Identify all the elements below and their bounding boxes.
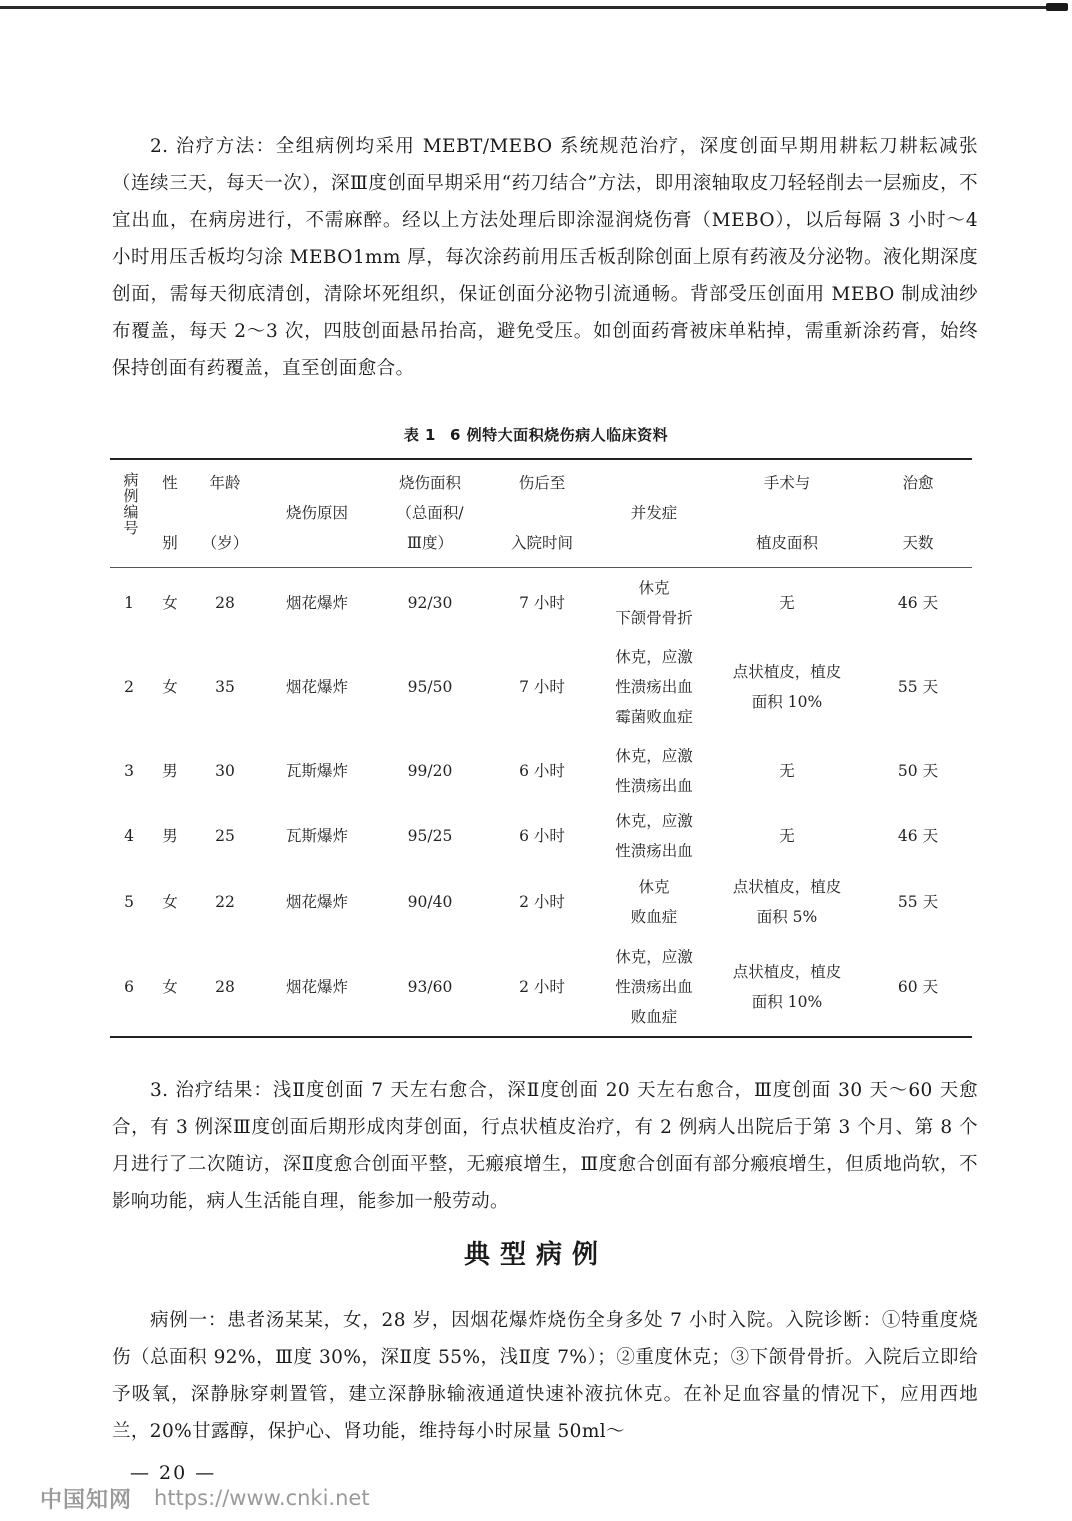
header-surgery-bottom: 植皮面积 [755,534,818,552]
header-days-top: 治愈 [902,474,934,492]
cell-burn-cause: 瓦斯爆炸 [285,827,348,845]
cell-admission-time: 2 小时 [519,893,565,911]
cell-burn-area: 93/60 [407,978,453,996]
cell-sex: 女 [162,893,178,911]
cell-burn-cause: 烟花爆炸 [285,978,348,996]
cell-healing-days: 55 天 [897,678,939,696]
cell-complications-line: 性溃疡出血 [615,777,693,795]
footer-watermark [40,1480,370,1516]
page-number: — 20 — [130,1462,217,1484]
header-sex-top: 性 [162,474,178,492]
cell-burn-area: 92/30 [407,594,453,612]
cell-burn-cause: 瓦斯爆炸 [285,762,348,780]
cell-sex: 男 [162,827,178,845]
cell-surgery-line: 点状植皮，植皮 [732,878,842,896]
cell-complications-line: 性溃疡出血 [615,678,693,696]
header-case-number [122,472,140,536]
cell-surgery-line: 无 [779,594,795,612]
cell-surgery-line: 无 [779,762,795,780]
cell-surgery-line: 面积 10% [751,693,823,711]
cell-burn-cause: 烟花爆炸 [285,893,348,911]
cell-case-number: 3 [124,762,134,780]
cell-complications-line: 休克 [638,579,670,597]
cell-complications-line: 休克，应激 [615,948,693,966]
cell-age: 25 [215,827,235,845]
cell-healing-days: 55 天 [897,893,939,911]
cell-complications-line: 性溃疡出血 [615,978,693,996]
cell-age: 28 [215,594,235,612]
cell-sex: 女 [162,978,178,996]
cell-burn-area: 95/50 [407,678,453,696]
header-area-2: （总面积/ [396,504,464,522]
cell-case-number: 4 [124,827,134,845]
table-top-rule [110,458,972,460]
cell-complications-line: 下颌骨骨折 [615,609,693,627]
cell-case-number: 1 [124,594,134,612]
header-case-number-char: 病 [123,471,139,489]
cell-sex: 女 [162,678,178,696]
cell-complications-line: 休克 [638,878,670,896]
header-age-top: 年龄 [209,474,241,492]
header-age-bottom: （岁） [201,534,249,552]
table-number: 表 1 [403,426,436,444]
header-area-3: Ⅲ度） [407,534,453,552]
cell-complications-line: 霉菌败血症 [615,708,693,726]
table-caption [0,424,1072,445]
cell-age: 30 [215,762,235,780]
cell-complications-line: 休克，应激 [615,648,693,666]
cell-surgery-line: 无 [779,827,795,845]
cell-burn-area: 99/20 [407,762,453,780]
cell-surgery-line: 点状植皮，植皮 [732,963,842,981]
cell-surgery-line: 面积 5% [756,908,818,926]
header-complication: 并发症 [630,504,678,522]
cell-burn-cause: 烟花爆炸 [285,678,348,696]
table-title: 6 例特大面积烧伤病人临床资料 [450,426,669,444]
cell-sex: 男 [162,762,178,780]
cell-age: 22 [215,893,235,911]
section-title: 典型病例 [463,1240,608,1270]
cell-admission-time: 6 小时 [519,827,565,845]
cell-age: 35 [215,678,235,696]
cell-healing-days: 46 天 [897,594,939,612]
header-sex-bottom: 别 [162,534,178,552]
page-top-rule [0,6,1064,9]
cell-surgery-line: 点状植皮，植皮 [732,663,842,681]
cell-complications-line: 性溃疡出血 [615,842,693,860]
cell-sex: 女 [162,594,178,612]
cell-complications-line: 败血症 [630,1008,678,1026]
cell-admission-time: 2 小时 [519,978,565,996]
cell-admission-time: 7 小时 [519,594,565,612]
cell-case-number: 5 [124,893,134,911]
header-cause: 烧伤原因 [285,504,348,522]
header-surgery-top: 手术与 [763,474,811,492]
paragraph-case-one: 病例一：患者汤某某，女，28 岁，因烟花爆炸烧伤全身多处 7 小时入院。入院诊断：①特重度烧伤（总面积 92%，Ⅲ度 30%，深Ⅱ度 55%，浅Ⅱ度 7%）；②重度休克；③下颌骨骨折。入院后立即给予吸氧，深静脉穿刺置管，建立深静脉输液通道快速补液抗休克。在补足血容量的情况下，应用西地兰，20%甘露醇，保护心、肾功能，维持每小时尿量 50ml～ [112,1310,978,1442]
table-bottom-rule [110,1036,972,1038]
header-case-number-char: 号 [123,519,139,537]
cell-burn-area: 95/25 [407,827,453,845]
header-time-top: 伤后至 [518,474,566,492]
header-case-number-char: 编 [123,503,139,521]
header-area-1: 烧伤面积 [398,474,461,492]
paragraph-treatment-methods: 2. 治疗方法：全组病例均采用 MEBT/MEBO 系统规范治疗，深度创面早期用耕耘刀耕耘减张（连续三天，每天一次），深Ⅲ度创面早期采用“药刀结合”方法，即用滚轴取皮刀轻轻削去一层痂皮，不宜出血，在病房进行，不需麻醉。经以上方法处理后即涂湿润烧伤膏（MEBO），以后每隔 3 小时～4 小时用压舌板均匀涂 MEBO1mm 厚，每次涂药前用压舌板刮除创面上原有药液及分泌物。液化期深度创面，需每天彻底清创，清除坏死组织，保证创面分泌物引流通畅。背部受压创面用 MEBO 制成油纱布覆盖，每天 2～3 次，四肢创面悬吊抬高，避免受压。如创面药膏被床单粘掉，需重新涂药膏，始终保持创面有药覆盖，直至创面愈合。 [112,136,978,379]
cell-healing-days: 50 天 [897,762,939,780]
cell-healing-days: 46 天 [897,827,939,845]
cell-complications-line: 败血症 [630,908,678,926]
header-case-number-char: 例 [123,487,139,505]
cell-age: 28 [215,978,235,996]
cell-case-number: 2 [124,678,134,696]
cell-admission-time: 6 小时 [519,762,565,780]
cell-complications-line: 休克，应激 [615,747,693,765]
cell-complications-line: 休克，应激 [615,812,693,830]
cell-healing-days: 60 天 [897,978,939,996]
paragraph-treatment-results: 3. 治疗结果：浅Ⅱ度创面 7 天左右愈合，深Ⅱ度创面 20 天左右愈合，Ⅲ度创面 30 天～60 天愈合，有 3 例深Ⅲ度创面后期形成肉芽创面，行点状植皮治疗，有 2 例病人出院后于第 3 个月、第 8 个月进行了二次随访，深Ⅱ度愈合创面平整，无瘢痕增生，Ⅲ度愈合创面有部分瘢痕增生，但质地尚软，不影响功能，病人生活能自理，能参加一般劳动。 [112,1080,978,1212]
table-header-rule [110,567,972,568]
header-time-bottom: 入院时间 [510,534,573,552]
cnki-logo: 中国知网 [40,1487,133,1513]
cell-burn-area: 90/40 [407,893,453,911]
cnki-url: https://www.cnki.net [154,1486,370,1510]
header-days-bottom: 天数 [902,534,934,552]
cell-case-number: 6 [124,978,134,996]
cell-burn-cause: 烟花爆炸 [285,594,348,612]
cell-surgery-line: 面积 10% [751,993,823,1011]
cell-admission-time: 7 小时 [519,678,565,696]
